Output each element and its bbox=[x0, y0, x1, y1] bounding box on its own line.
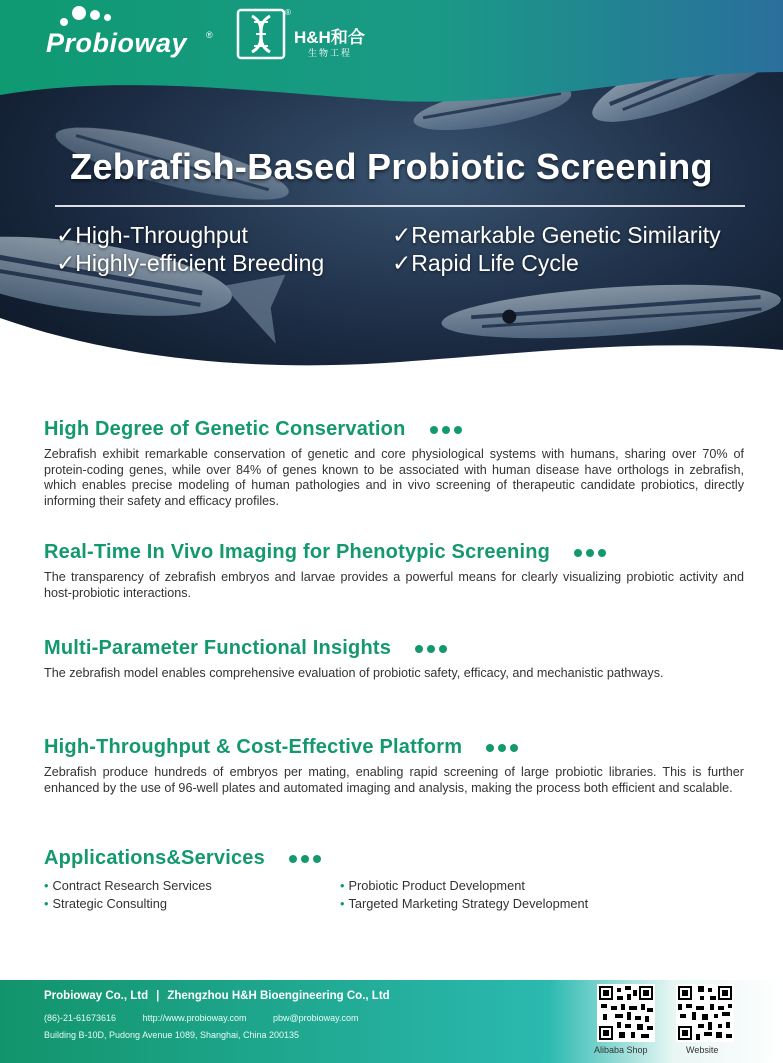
hero-bullet: ✓Remarkable Genetic Similarity bbox=[392, 222, 721, 248]
section-genetic-conservation bbox=[44, 418, 744, 509]
footer-address: Building B-10D, Pudong Avenue 1089, Shanghai, China 200135 bbox=[44, 1030, 300, 1040]
section-body: Zebrafish produce hundreds of embryos per mating, enabling rapid screening of large probiotic libraries. This is further enhanced by the use of 96-well plates and automated imaging and analysis, making the process both efficient and scalable. bbox=[44, 765, 744, 795]
footer bbox=[0, 980, 783, 1063]
dots-decoration bbox=[486, 744, 518, 752]
probioway-logo bbox=[40, 4, 220, 62]
dots-decoration bbox=[574, 549, 606, 557]
hero-bullet: ✓Rapid Life Cycle bbox=[392, 250, 579, 276]
section-title-text: High Degree of Genetic Conservation bbox=[44, 418, 406, 440]
section-title-text: High-Throughput & Cost-Effective Platform bbox=[44, 736, 463, 758]
footer-contact bbox=[44, 1013, 382, 1023]
section-title bbox=[44, 637, 744, 660]
company-separator: | bbox=[156, 990, 160, 1002]
section-body: Zebrafish exhibit remarkable conservation of genetic and core physiological systems with humans, sharing over 70% of protein-coding genes, while over 84% of genes known to be associated with human disease have orthologs in zebrafish, which enables precise modeling of human pathologies and in vivo screening of therapeutic candidate probiotics, directly informing their safety and efficacy profiles. bbox=[44, 447, 744, 508]
registered-mark: ® bbox=[206, 30, 213, 40]
dots-decoration bbox=[289, 855, 321, 863]
hero-banner bbox=[0, 0, 783, 390]
qr-code-icon bbox=[597, 984, 655, 1042]
section-applications-services bbox=[44, 847, 744, 918]
hh-logo bbox=[236, 8, 396, 64]
hero-title: Zebrafish-Based Probiotic Screening bbox=[70, 146, 713, 187]
section-body: The zebrafish model enables comprehensive evaluation of probiotic safety, efficacy, and mechanistic pathways. bbox=[44, 666, 664, 680]
services-list bbox=[44, 878, 744, 918]
hero-divider bbox=[55, 205, 745, 207]
section-title bbox=[44, 541, 744, 564]
list-item: • Strategic Consulting bbox=[44, 896, 168, 911]
registered-mark: ® bbox=[285, 8, 291, 17]
section-title bbox=[44, 736, 744, 759]
list-item: • Contract Research Services bbox=[44, 878, 212, 893]
list-item: • Probiotic Product Development bbox=[340, 878, 525, 893]
section-high-throughput-platform bbox=[44, 736, 744, 796]
dna-logo-icon bbox=[236, 8, 286, 60]
hh-logo-subtitle: 生物工程 bbox=[308, 48, 353, 58]
section-title-text: Applications&Services bbox=[44, 847, 265, 869]
company-name: Zhengzhou H&H Bioengineering Co., Ltd bbox=[167, 990, 390, 1002]
probioway-logo-text: Probioway bbox=[46, 28, 188, 58]
website-qr-code[interactable] bbox=[676, 984, 734, 1042]
qr-label: Alibaba Shop bbox=[594, 1045, 648, 1055]
section-title-text: Real-Time In Vivo Imaging for Phenotypic Screening bbox=[44, 541, 551, 563]
phone-number: (86)-21-61673616 bbox=[44, 1013, 117, 1023]
section-title bbox=[44, 418, 744, 441]
dots-decoration bbox=[415, 645, 447, 653]
section-in-vivo-imaging bbox=[44, 541, 744, 601]
hero-bullet: ✓High-Throughput bbox=[56, 222, 248, 248]
section-body: The transparency of zebrafish embryos and larvae provides a powerful means for clearly visualizing probiotic activity and host-probiotic interactions. bbox=[44, 570, 744, 600]
company-name: Probioway Co., Ltd bbox=[44, 990, 149, 1002]
qr-code-icon bbox=[676, 984, 734, 1042]
list-item: • Targeted Marketing Strategy Development bbox=[340, 896, 589, 911]
section-functional-insights bbox=[44, 637, 744, 682]
qr-label: Website bbox=[686, 1045, 719, 1055]
hh-logo-name: H&H和合 bbox=[294, 28, 365, 47]
alibaba-shop-qr-code[interactable] bbox=[597, 984, 655, 1042]
email-link[interactable]: pbw@probioway.com bbox=[272, 1013, 359, 1023]
dots-decoration bbox=[430, 426, 462, 434]
footer-companies bbox=[44, 990, 390, 1002]
section-title-text: Multi-Parameter Functional Insights bbox=[44, 637, 392, 659]
section-title bbox=[44, 847, 744, 870]
website-link[interactable]: http://www.probioway.com bbox=[142, 1013, 247, 1023]
hero-bullet: ✓Highly-efficient Breeding bbox=[56, 250, 325, 276]
